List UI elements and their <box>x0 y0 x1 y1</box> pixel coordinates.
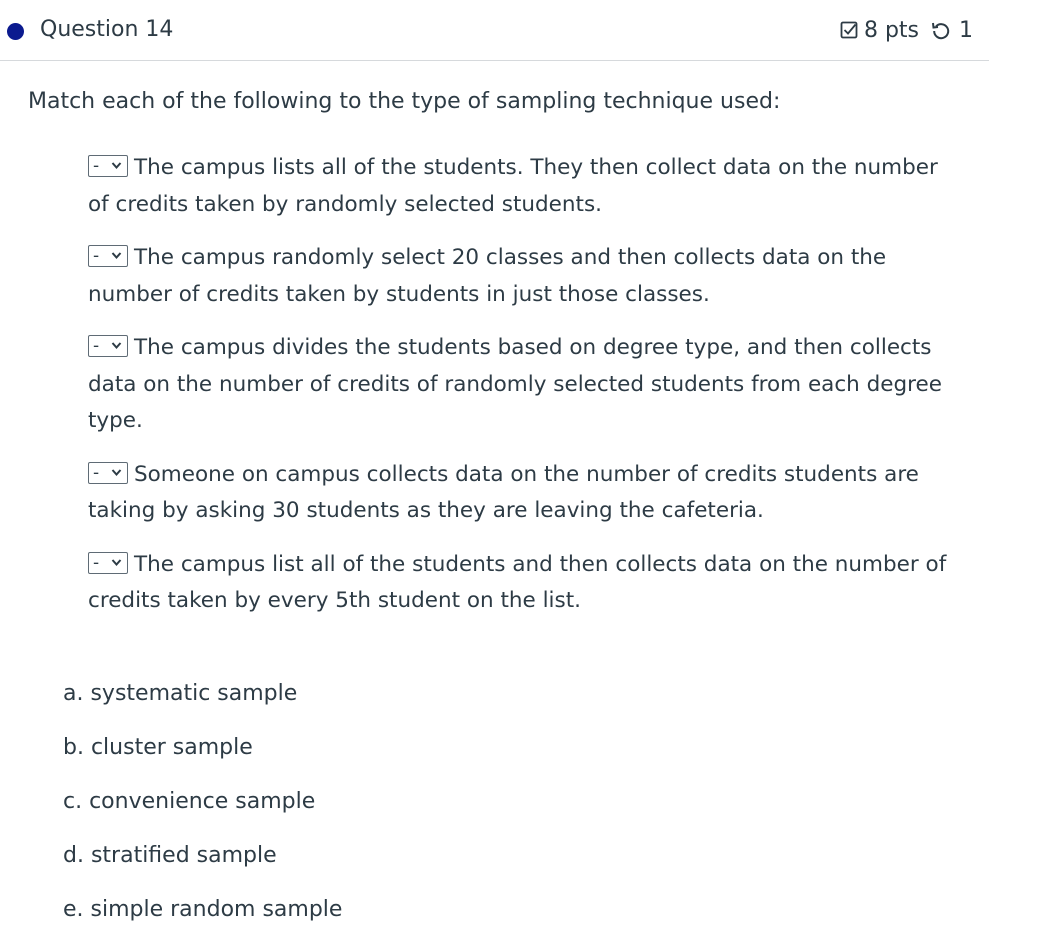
match-item <box>88 240 948 313</box>
matching-items-list <box>88 150 948 637</box>
answer-options-list <box>63 680 342 948</box>
chevron-down-icon <box>111 341 122 350</box>
match-item <box>88 150 948 223</box>
match-item-text: Someone on campus collects data on the number of credits students are taking by asking 30 students as they are leaving the cafeteria. <box>88 461 919 523</box>
dropdown-selected-value: - <box>93 552 100 573</box>
answer-option: d. stratified sample <box>63 843 277 868</box>
match-item-text: The campus divides the students based on degree type, and then collects data on the number of credits of randomly selected students from each degree type. <box>88 335 942 433</box>
answer-option: a. systematic sample <box>63 681 298 706</box>
match-dropdown[interactable] <box>88 335 128 357</box>
answer-option: c. convenience sample <box>63 789 316 814</box>
match-item <box>88 457 948 530</box>
points-value: 8 pts <box>863 17 919 43</box>
dropdown-selected-value: - <box>93 462 100 483</box>
chevron-down-icon <box>111 558 122 567</box>
match-item-text: The campus randomly select 20 classes and then collects data on the number of credits taken by students in just those classes. <box>88 245 887 307</box>
match-item <box>88 547 948 620</box>
dropdown-selected-value: - <box>93 246 100 266</box>
question-meta <box>840 16 973 44</box>
attempts-refresh-icon <box>931 20 951 40</box>
match-item-text: The campus lists all of the students. They then collect data on the number of credits taken by randomly selected students. <box>88 155 938 217</box>
attempts-value: 1 <box>959 17 973 43</box>
chevron-down-icon <box>111 161 122 170</box>
match-item-text: The campus list all of the students and then collects data on the number of credits taken by every 5th student on the list. <box>88 551 947 613</box>
match-dropdown[interactable] <box>88 245 128 267</box>
question-title: Question 14 <box>40 17 174 42</box>
answer-option: e. simple random sample <box>63 897 343 922</box>
chevron-down-icon <box>111 468 122 477</box>
question-header <box>0 0 989 61</box>
question-prompt: Match each of the following to the type of sampling technique used: <box>28 89 781 114</box>
match-dropdown[interactable] <box>88 462 128 484</box>
dropdown-selected-value: - <box>93 156 100 176</box>
chevron-down-icon <box>111 251 122 260</box>
points-checkbox-icon <box>840 21 858 39</box>
answer-option: b. cluster sample <box>63 735 253 760</box>
match-item <box>88 330 948 440</box>
dropdown-selected-value: - <box>93 336 100 356</box>
match-dropdown[interactable] <box>88 552 128 574</box>
unanswered-status-dot <box>7 23 24 40</box>
match-dropdown[interactable] <box>88 155 128 177</box>
